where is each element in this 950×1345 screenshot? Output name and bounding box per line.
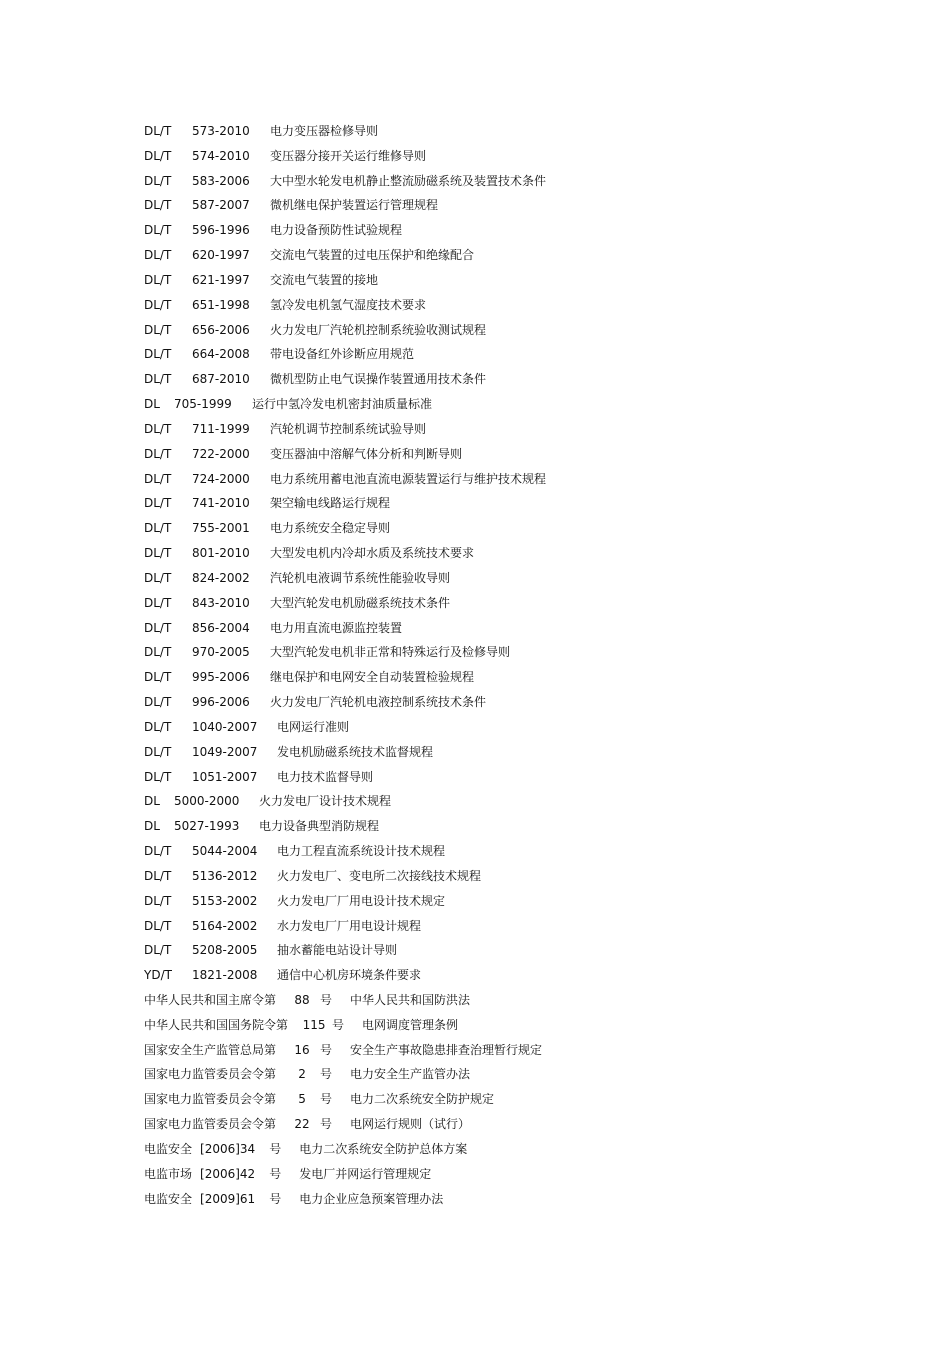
- standard-item: [144, 442, 844, 467]
- standard-title: 抽水蓄能电站设计导则: [277, 943, 398, 958]
- regulation-item: [144, 1187, 844, 1212]
- standard-prefix: DL/T: [144, 322, 172, 337]
- regulation-issuer: 国家安全生产监管总局第: [144, 1042, 277, 1057]
- standard-title: 微机继电保护装置运行管理规程: [270, 198, 439, 213]
- standard-prefix: DL/T: [144, 744, 172, 759]
- standard-item: [144, 889, 844, 914]
- standard-prefix: DL/T: [144, 620, 172, 635]
- regulation-issuer: 国家电力监管委员会令第: [144, 1067, 277, 1082]
- standard-prefix: DL/T: [144, 893, 172, 908]
- standard-number: 5153-2002: [192, 893, 258, 908]
- standard-prefix: DL/T: [144, 173, 172, 188]
- standard-item: [144, 342, 844, 367]
- standard-number: 5000-2000: [174, 794, 240, 809]
- regulation-number: 88: [294, 992, 310, 1007]
- standard-number: 1040-2007: [192, 719, 258, 734]
- standard-title: 电力系统安全稳定导则: [270, 521, 391, 536]
- standard-prefix: DL/T: [144, 844, 172, 859]
- standard-item: [144, 914, 844, 939]
- standard-title: 火力发电厂汽轮机电液控制系统技术条件: [270, 695, 487, 710]
- standard-item: [144, 218, 844, 243]
- standard-item: [144, 690, 844, 715]
- standard-prefix: DL/T: [144, 223, 172, 238]
- standard-number: 1051-2007: [192, 769, 258, 784]
- standard-prefix: DL/T: [144, 248, 172, 263]
- standard-title: 大型发电机内冷却水质及系统技术要求: [270, 546, 475, 561]
- standard-prefix: DL/T: [144, 272, 172, 287]
- standard-number: 664-2008: [192, 347, 250, 362]
- standard-item: [144, 491, 844, 516]
- regulation-hao: 号: [332, 1017, 345, 1032]
- standard-number: 995-2006: [192, 670, 250, 685]
- standard-prefix: DL/T: [144, 670, 172, 685]
- regulation-number: 2: [298, 1067, 306, 1082]
- standard-title: 微机型防止电气误操作装置通用技术条件: [270, 372, 487, 387]
- standard-prefix: DL/T: [144, 421, 172, 436]
- standard-prefix: DL/T: [144, 719, 172, 734]
- standard-title: 运行中氢冷发电机密封油质量标准: [252, 397, 433, 412]
- standard-number: 843-2010: [192, 595, 250, 610]
- regulation-item: [144, 1087, 844, 1112]
- regulation-title: 电力二次系统安全防护总体方案: [299, 1141, 468, 1156]
- standard-prefix: DL/T: [144, 347, 172, 362]
- standard-item: [144, 566, 844, 591]
- standard-prefix: DL: [144, 819, 160, 834]
- regulation-title: 中华人民共和国防洪法: [350, 992, 471, 1007]
- standard-title: 大型汽轮发电机励磁系统技术条件: [270, 595, 451, 610]
- standard-number: 741-2010: [192, 496, 250, 511]
- standard-title: 电力系统用蓄电池直流电源装置运行与维护技术规程: [270, 471, 547, 486]
- regulation-item: [144, 1137, 844, 1162]
- standard-prefix: DL/T: [144, 446, 172, 461]
- regulation-issuer: 中华人民共和国主席令第: [144, 992, 277, 1007]
- standard-prefix: YD/T: [144, 968, 172, 983]
- standard-title: 继电保护和电网安全自动装置检验规程: [270, 670, 475, 685]
- standard-prefix: DL/T: [144, 570, 172, 585]
- regulation-title: 电网调度管理条例: [362, 1017, 459, 1032]
- standard-item: [144, 938, 844, 963]
- standard-number: 574-2010: [192, 148, 250, 163]
- standard-title: 火力发电厂、变电所二次接线技术规程: [277, 868, 482, 883]
- regulation-number: 115: [302, 1017, 326, 1032]
- standard-number: 621-1997: [192, 272, 250, 287]
- standard-number: 596-1996: [192, 223, 250, 238]
- standard-number: 656-2006: [192, 322, 250, 337]
- standard-item: [144, 318, 844, 343]
- standard-item: [144, 516, 844, 541]
- standard-title: 火力发电厂厂用电设计技术规定: [277, 893, 446, 908]
- standard-number: 970-2005: [192, 645, 250, 660]
- standard-item: [144, 740, 844, 765]
- regulation-item: [144, 988, 844, 1013]
- regulation-hao: 号: [320, 1067, 333, 1082]
- regulation-issuer: 中华人民共和国国务院令第: [144, 1017, 289, 1032]
- regulation-number: 5: [298, 1092, 306, 1107]
- standard-number: 711-1999: [192, 421, 250, 436]
- regulation-hao: 号: [320, 1042, 333, 1057]
- standard-number: 573-2010: [192, 124, 250, 138]
- standard-prefix: DL: [144, 397, 160, 412]
- standard-title: 发电机励磁系统技术监督规程: [277, 744, 434, 759]
- regulation-number: [2009]61: [200, 1191, 256, 1206]
- regulation-title: 电力二次系统安全防护规定: [350, 1092, 495, 1107]
- regulation-hao: 号: [269, 1141, 282, 1156]
- regulation-item: [144, 1013, 844, 1038]
- standard-title: 汽轮机调节控制系统试验导则: [270, 421, 427, 436]
- standards-list: [144, 119, 844, 1211]
- standard-title: 变压器分接开关运行维修导则: [270, 148, 427, 163]
- standard-number: 687-2010: [192, 372, 250, 387]
- regulation-number: [2006]34: [200, 1141, 256, 1156]
- regulation-issuer: 电监市场: [144, 1166, 193, 1181]
- regulation-item: [144, 1112, 844, 1137]
- standard-number: 651-1998: [192, 297, 250, 312]
- regulation-title: 电力企业应急预案管理办法: [299, 1191, 444, 1206]
- regulation-title: 发电厂并网运行管理规定: [299, 1166, 432, 1181]
- standard-item: [144, 119, 844, 144]
- standard-item: [144, 665, 844, 690]
- regulation-issuer: 电监安全: [144, 1191, 193, 1206]
- standard-prefix: DL/T: [144, 471, 172, 486]
- standard-title: 氢冷发电机氢气湿度技术要求: [270, 297, 427, 312]
- standard-prefix: DL/T: [144, 595, 172, 610]
- standard-prefix: DL/T: [144, 645, 172, 660]
- standard-number: 5027-1993: [174, 819, 240, 834]
- standard-prefix: DL/T: [144, 372, 172, 387]
- standard-item: [144, 367, 844, 392]
- regulation-number: 16: [294, 1042, 310, 1057]
- standard-item: [144, 864, 844, 889]
- standard-prefix: DL/T: [144, 496, 172, 511]
- regulation-hao: 号: [320, 1092, 333, 1107]
- standard-title: 架空输电线路运行规程: [270, 496, 391, 511]
- standard-number: 5164-2002: [192, 918, 258, 933]
- standard-prefix: DL/T: [144, 769, 172, 784]
- regulation-title: 电力安全生产监管办法: [350, 1067, 471, 1082]
- regulation-number: [2006]42: [200, 1166, 256, 1181]
- standard-number: 755-2001: [192, 521, 250, 536]
- regulation-hao: 号: [269, 1191, 282, 1206]
- standard-prefix: DL/T: [144, 695, 172, 710]
- standard-title: 通信中心机房环境条件要求: [277, 968, 422, 983]
- standard-title: 电力设备典型消防规程: [259, 819, 380, 834]
- standard-number: 1049-2007: [192, 744, 258, 759]
- standard-title: 带电设备红外诊断应用规范: [270, 347, 415, 362]
- standard-title: 水力发电厂厂用电设计规程: [277, 918, 422, 933]
- standard-title: 电力设备预防性试验规程: [270, 223, 403, 238]
- regulation-item: [144, 1038, 844, 1063]
- standard-item: [144, 467, 844, 492]
- regulation-item: [144, 1062, 844, 1087]
- standard-item: [144, 268, 844, 293]
- standard-item: [144, 814, 844, 839]
- standard-item: [144, 169, 844, 194]
- regulation-hao: 号: [320, 1117, 333, 1132]
- standard-item: [144, 417, 844, 442]
- standard-item: [144, 193, 844, 218]
- standard-title: 大中型水轮发电机静止整流励磁系统及装置技术条件: [270, 173, 547, 188]
- standard-prefix: DL: [144, 794, 160, 809]
- standard-item: [144, 715, 844, 740]
- regulation-number: 22: [294, 1117, 310, 1132]
- standard-number: 583-2006: [192, 173, 250, 188]
- standard-prefix: DL/T: [144, 546, 172, 561]
- standard-prefix: DL/T: [144, 297, 172, 312]
- standard-item: [144, 963, 844, 988]
- standard-item: [144, 616, 844, 641]
- standard-number: 801-2010: [192, 546, 250, 561]
- regulation-issuer: 电监安全: [144, 1141, 193, 1156]
- regulation-hao: 号: [320, 992, 333, 1007]
- standard-number: 587-2007: [192, 198, 250, 213]
- standard-item: [144, 591, 844, 616]
- standard-title: 变压器油中溶解气体分析和判断导则: [270, 446, 463, 461]
- regulation-hao: 号: [269, 1166, 282, 1181]
- standard-number: 5136-2012: [192, 868, 258, 883]
- standard-title: 电网运行准则: [277, 719, 350, 734]
- standard-number: 856-2004: [192, 620, 250, 635]
- standard-item: [144, 640, 844, 665]
- regulation-item: [144, 1162, 844, 1187]
- regulation-title: 安全生产事故隐患排查治理暂行规定: [350, 1042, 543, 1057]
- standard-title: 火力发电厂汽轮机控制系统验收测试规程: [270, 322, 487, 337]
- regulation-issuer: 国家电力监管委员会令第: [144, 1092, 277, 1107]
- standard-title: 电力工程直流系统设计技术规程: [277, 844, 446, 859]
- standard-number: 996-2006: [192, 695, 250, 710]
- standard-item: [144, 243, 844, 268]
- standard-number: 5044-2004: [192, 844, 258, 859]
- regulation-issuer: 国家电力监管委员会令第: [144, 1117, 277, 1132]
- standard-title: 电力变压器检修导则: [270, 124, 379, 138]
- standard-item: [144, 392, 844, 417]
- standard-prefix: DL/T: [144, 943, 172, 958]
- standard-number: 620-1997: [192, 248, 250, 263]
- standard-title: 电力用直流电源监控装置: [270, 620, 403, 635]
- standard-number: 5208-2005: [192, 943, 258, 958]
- standard-prefix: DL/T: [144, 868, 172, 883]
- standard-title: 交流电气装置的接地: [270, 272, 379, 287]
- standard-number: 705-1999: [174, 397, 232, 412]
- standard-item: [144, 293, 844, 318]
- standard-item: [144, 789, 844, 814]
- standard-prefix: DL/T: [144, 918, 172, 933]
- standard-title: 交流电气装置的过电压保护和绝缘配合: [270, 248, 475, 263]
- standard-item: [144, 144, 844, 169]
- standard-title: 火力发电厂设计技术规程: [259, 794, 392, 809]
- standard-number: 1821-2008: [192, 968, 258, 983]
- standard-prefix: DL/T: [144, 124, 172, 138]
- standard-item: [144, 541, 844, 566]
- standard-number: 824-2002: [192, 570, 250, 585]
- standard-prefix: DL/T: [144, 521, 172, 536]
- standard-title: 汽轮机电液调节系统性能验收导则: [270, 570, 451, 585]
- standard-title: 大型汽轮发电机非正常和特殊运行及检修导则: [270, 645, 511, 660]
- standard-number: 724-2000: [192, 471, 250, 486]
- standard-item: [144, 839, 844, 864]
- standard-prefix: DL/T: [144, 198, 172, 213]
- standard-number: 722-2000: [192, 446, 250, 461]
- standard-item: [144, 765, 844, 790]
- standard-title: 电力技术监督导则: [277, 769, 374, 784]
- standard-prefix: DL/T: [144, 148, 172, 163]
- regulation-title: 电网运行规则（试行）: [350, 1117, 471, 1132]
